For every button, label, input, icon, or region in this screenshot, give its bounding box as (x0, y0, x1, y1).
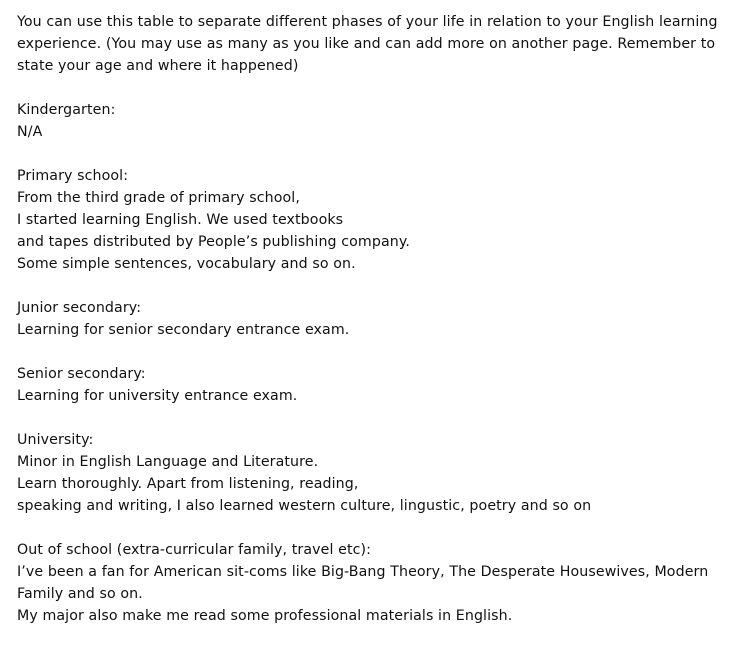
spacer (17, 407, 747, 429)
section-primary-school (17, 165, 747, 275)
section-text: I started learning English. We used textbooks (17, 212, 344, 228)
section-text: Some simple sentences, vocabulary and so on. (17, 256, 356, 272)
section-heading: Kindergarten: (17, 102, 116, 118)
section-text: Learning for university entrance exam. (17, 388, 298, 404)
section-junior-secondary (17, 297, 747, 341)
spacer (17, 275, 747, 297)
section-text: Minor in English Language and Literature. (17, 454, 319, 470)
section-text: My major also make me read some professional materials in English. (17, 608, 513, 624)
intro-line-3: state your age and where it happened) (17, 58, 299, 74)
section-text: Learning for senior secondary entrance exam. (17, 322, 350, 338)
section-university (17, 429, 747, 517)
section-text: Learn thoroughly. Apart from listening, reading, (17, 476, 359, 492)
section-kindergarten (17, 99, 747, 143)
spacer (17, 341, 747, 363)
section-heading: Senior secondary: (17, 366, 146, 382)
section-heading: Out of school (extra-curricular family, travel etc): (17, 542, 372, 558)
section-out-of-school (17, 539, 747, 627)
section-text: and tapes distributed by People’s publishing company. (17, 234, 410, 250)
section-text: From the third grade of primary school, (17, 190, 300, 206)
section-heading: Junior secondary: (17, 300, 142, 316)
section-text: I’ve been a fan for American sit-coms like Big-Bang Theory, The Desperate Housewives, Modern (17, 564, 709, 580)
section-senior-secondary (17, 363, 747, 407)
intro-line-2: experience. (You may use as many as you like and can add more on another page. Remember to (17, 36, 716, 52)
spacer (17, 77, 747, 99)
section-text: speaking and writing, I also learned western culture, lingustic, poetry and so on (17, 498, 592, 514)
section-heading: University: (17, 432, 94, 448)
section-text: N/A (17, 124, 43, 140)
section-heading: Primary school: (17, 168, 129, 184)
spacer (17, 517, 747, 539)
section-text: Family and so on. (17, 586, 143, 602)
document-body (17, 11, 747, 627)
intro-line-1: You can use this table to separate different phases of your life in relation to your English learning (17, 14, 718, 30)
spacer (17, 143, 747, 165)
